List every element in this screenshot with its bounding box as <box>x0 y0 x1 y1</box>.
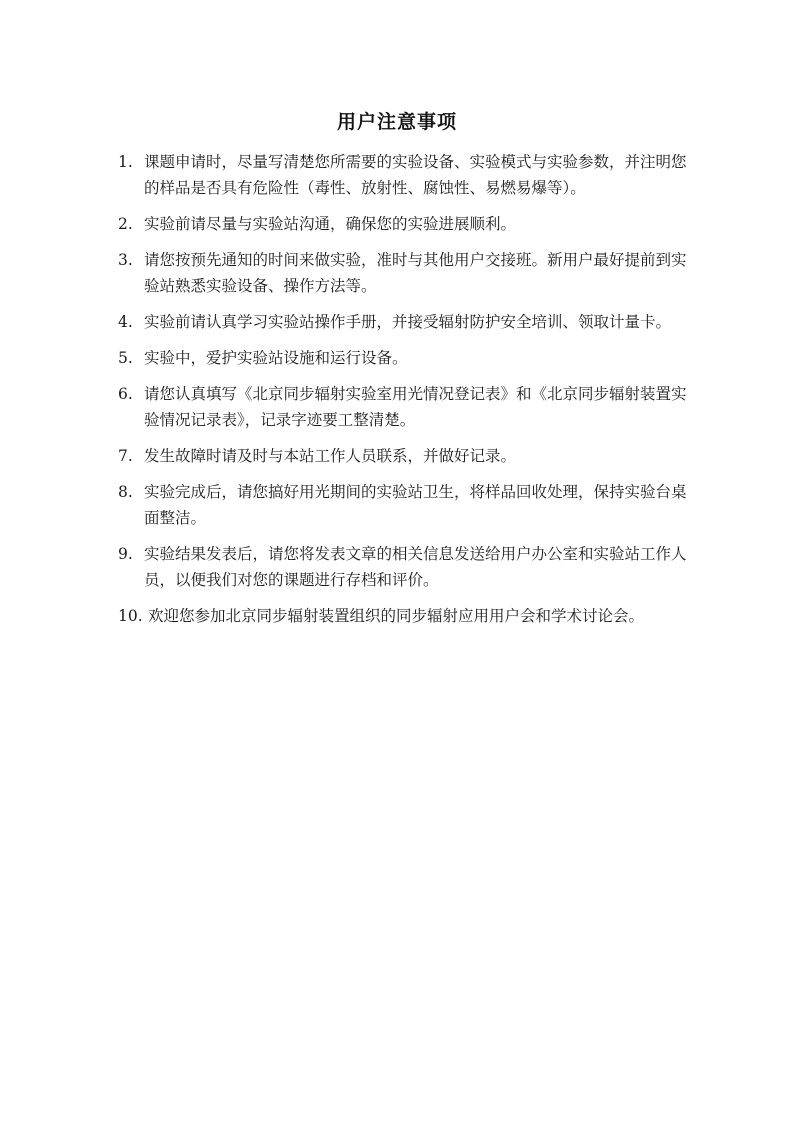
item-text: 实验前请认真学习实验站操作手册，并接受辐射防护安全培训、领取计量卡。 <box>144 313 672 331</box>
item-number: 4. <box>118 313 133 331</box>
item-number: 2. <box>118 215 133 233</box>
item-text: 课题申请时，尽量写清楚您所需要的实验设备、实验模式与实验参数，并注明您的样品是否具有危险性（毒性、放射性、腐蚀性、易燃易爆等）。 <box>144 153 687 197</box>
item-text: 请您按预先通知的时间来做实验，准时与其他用户交接班。新用户最好提前到实验站熟悉实验设备、操作方法等。 <box>144 251 687 295</box>
item-text: 实验中，爱护实验站设施和运行设备。 <box>144 349 408 367</box>
item-number: 8. <box>118 483 133 501</box>
item-number: 6. <box>118 385 133 403</box>
item-number: 3. <box>118 251 133 269</box>
item-text: 实验结果发表后，请您将发表文章的相关信息发送给用户办公室和实验站工作人员，以便我们对您的课题进行存档和评价。 <box>144 545 687 589</box>
notice-list <box>118 149 688 639</box>
item-text: 实验前请尽量与实验站沟通，确保您的实验进展顺利。 <box>144 215 517 233</box>
list-item <box>118 479 688 531</box>
list-item <box>118 247 688 299</box>
list-item <box>118 603 688 629</box>
list-item <box>118 345 688 371</box>
list-item <box>118 211 688 237</box>
list-item <box>118 541 688 593</box>
item-number: 10. <box>118 607 143 625</box>
item-text: 欢迎您参加北京同步辐射装置组织的同步辐射应用用户会和学术讨论会。 <box>148 607 645 625</box>
list-item <box>118 149 688 201</box>
item-text: 请您认真填写《北京同步辐射实验室用光情况登记表》和《北京同步辐射装置实验情况记录表》，记录字迹要工整清楚。 <box>144 385 687 429</box>
item-text: 发生故障时请及时与本站工作人员联系，并做好记录。 <box>144 447 517 465</box>
item-number: 9. <box>118 545 133 563</box>
item-number: 1. <box>118 153 133 171</box>
item-number: 7. <box>118 447 133 465</box>
list-item <box>118 443 688 469</box>
page-title: 用户注意事项 <box>336 111 457 133</box>
list-item <box>118 381 688 433</box>
list-item <box>118 309 688 335</box>
item-text: 实验完成后，请您搞好用光期间的实验站卫生，将样品回收处理，保持实验台桌面整洁。 <box>144 483 687 527</box>
item-number: 5. <box>118 349 133 367</box>
